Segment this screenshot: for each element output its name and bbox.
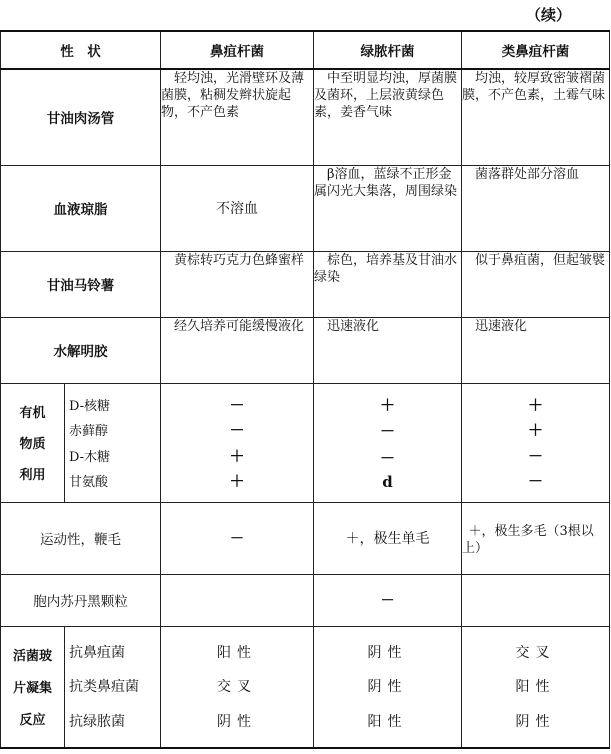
row-cell: ＋，极生单毛 (314, 502, 462, 574)
agglutination-col3: 交叉 阳性 阴性 (462, 626, 610, 748)
agglutination-row (1, 626, 610, 748)
list-item: 抗鼻疽菌 (69, 644, 125, 661)
list-item: 抗绿脓菌 (69, 714, 125, 731)
row-cell: 轻均浊，光滑壁环及薄菌膜，粘稠发辫状旋起物，不产色素 (161, 69, 314, 165)
row-cell: 迅速液化 (314, 317, 462, 383)
agglutination-label-cell (1, 626, 161, 748)
agglutination-items (65, 627, 160, 747)
agglutination-group-label: 活菌玻 片凝集 反应 (1, 627, 65, 747)
organic-col3: ＋ ＋ － － (462, 383, 610, 502)
organic-utilization-row (1, 383, 610, 502)
organic-group-label: 有机 物质 利用 (1, 384, 65, 502)
row-cell: 似于鼻疽菌，但起皱襞 (462, 251, 610, 317)
list-item: 甘氨酸 (69, 475, 109, 491)
row-cell: 中至明显均浊，厚菌膜及菌环，上层液黄绿色素，姜香气味 (314, 69, 462, 165)
row-cell: 棕色，培养基及甘油水绿染 (314, 251, 462, 317)
row-property: 运动性，鞭毛 (1, 502, 161, 574)
sudan-row (1, 574, 610, 626)
table-row (1, 69, 610, 165)
header-col3: 类鼻疽杆菌 (462, 31, 610, 69)
header-col1: 鼻疽杆菌 (161, 31, 314, 69)
row-cell: 黄棕转巧克力色蜂蜜样 (161, 251, 314, 317)
row-cell: － (314, 574, 462, 626)
row-cell: － (161, 502, 314, 574)
row-cell (161, 574, 314, 626)
row-cell: 迅速液化 (462, 317, 610, 383)
table-row (1, 317, 610, 383)
row-property: 胞内苏丹黑颗粒 (1, 574, 161, 626)
row-property: 水解明胶 (1, 317, 161, 383)
organic-col1: － － ＋ ＋ (161, 383, 314, 502)
row-property: 血液琼脂 (1, 165, 161, 251)
list-item: D-木糖 (69, 449, 111, 465)
motility-row (1, 502, 610, 574)
row-cell: 均浊，较厚致密皱褶菌膜，不产色素，土霉气味 (462, 69, 610, 165)
agglutination-col1: 阳性 交叉 阴性 (161, 626, 314, 748)
row-cell: 菌落群处部分溶血 (462, 165, 610, 251)
header-property: 性 状 (1, 31, 161, 69)
comparison-table (0, 30, 610, 749)
agglutination-col2: 阴性 阴性 阳性 (314, 626, 462, 748)
row-cell: ＋，极生多毛（3根以上） (462, 502, 610, 574)
organic-col2: ＋ － － d (314, 383, 462, 502)
organic-label-cell (1, 383, 161, 502)
header-col2: 绿脓杆菌 (314, 31, 462, 69)
row-cell: β溶血，蓝绿不正形金属闪光大集落，周围绿染 (314, 165, 462, 251)
list-item: 赤藓醇 (69, 424, 109, 440)
organic-items (65, 384, 160, 502)
list-item: 抗类鼻疽菌 (69, 679, 139, 696)
row-cell: 不溶血 (161, 165, 314, 251)
continued-mark: （续） (525, 6, 571, 24)
table-row (1, 251, 610, 317)
table-header-row (1, 31, 610, 69)
table-row (1, 165, 610, 251)
row-property: 甘油肉汤管 (1, 69, 161, 165)
row-property: 甘油马铃薯 (1, 251, 161, 317)
row-cell (462, 574, 610, 626)
list-item: D-核糖 (69, 398, 111, 414)
row-cell: 经久培养可能缓慢液化 (161, 317, 314, 383)
